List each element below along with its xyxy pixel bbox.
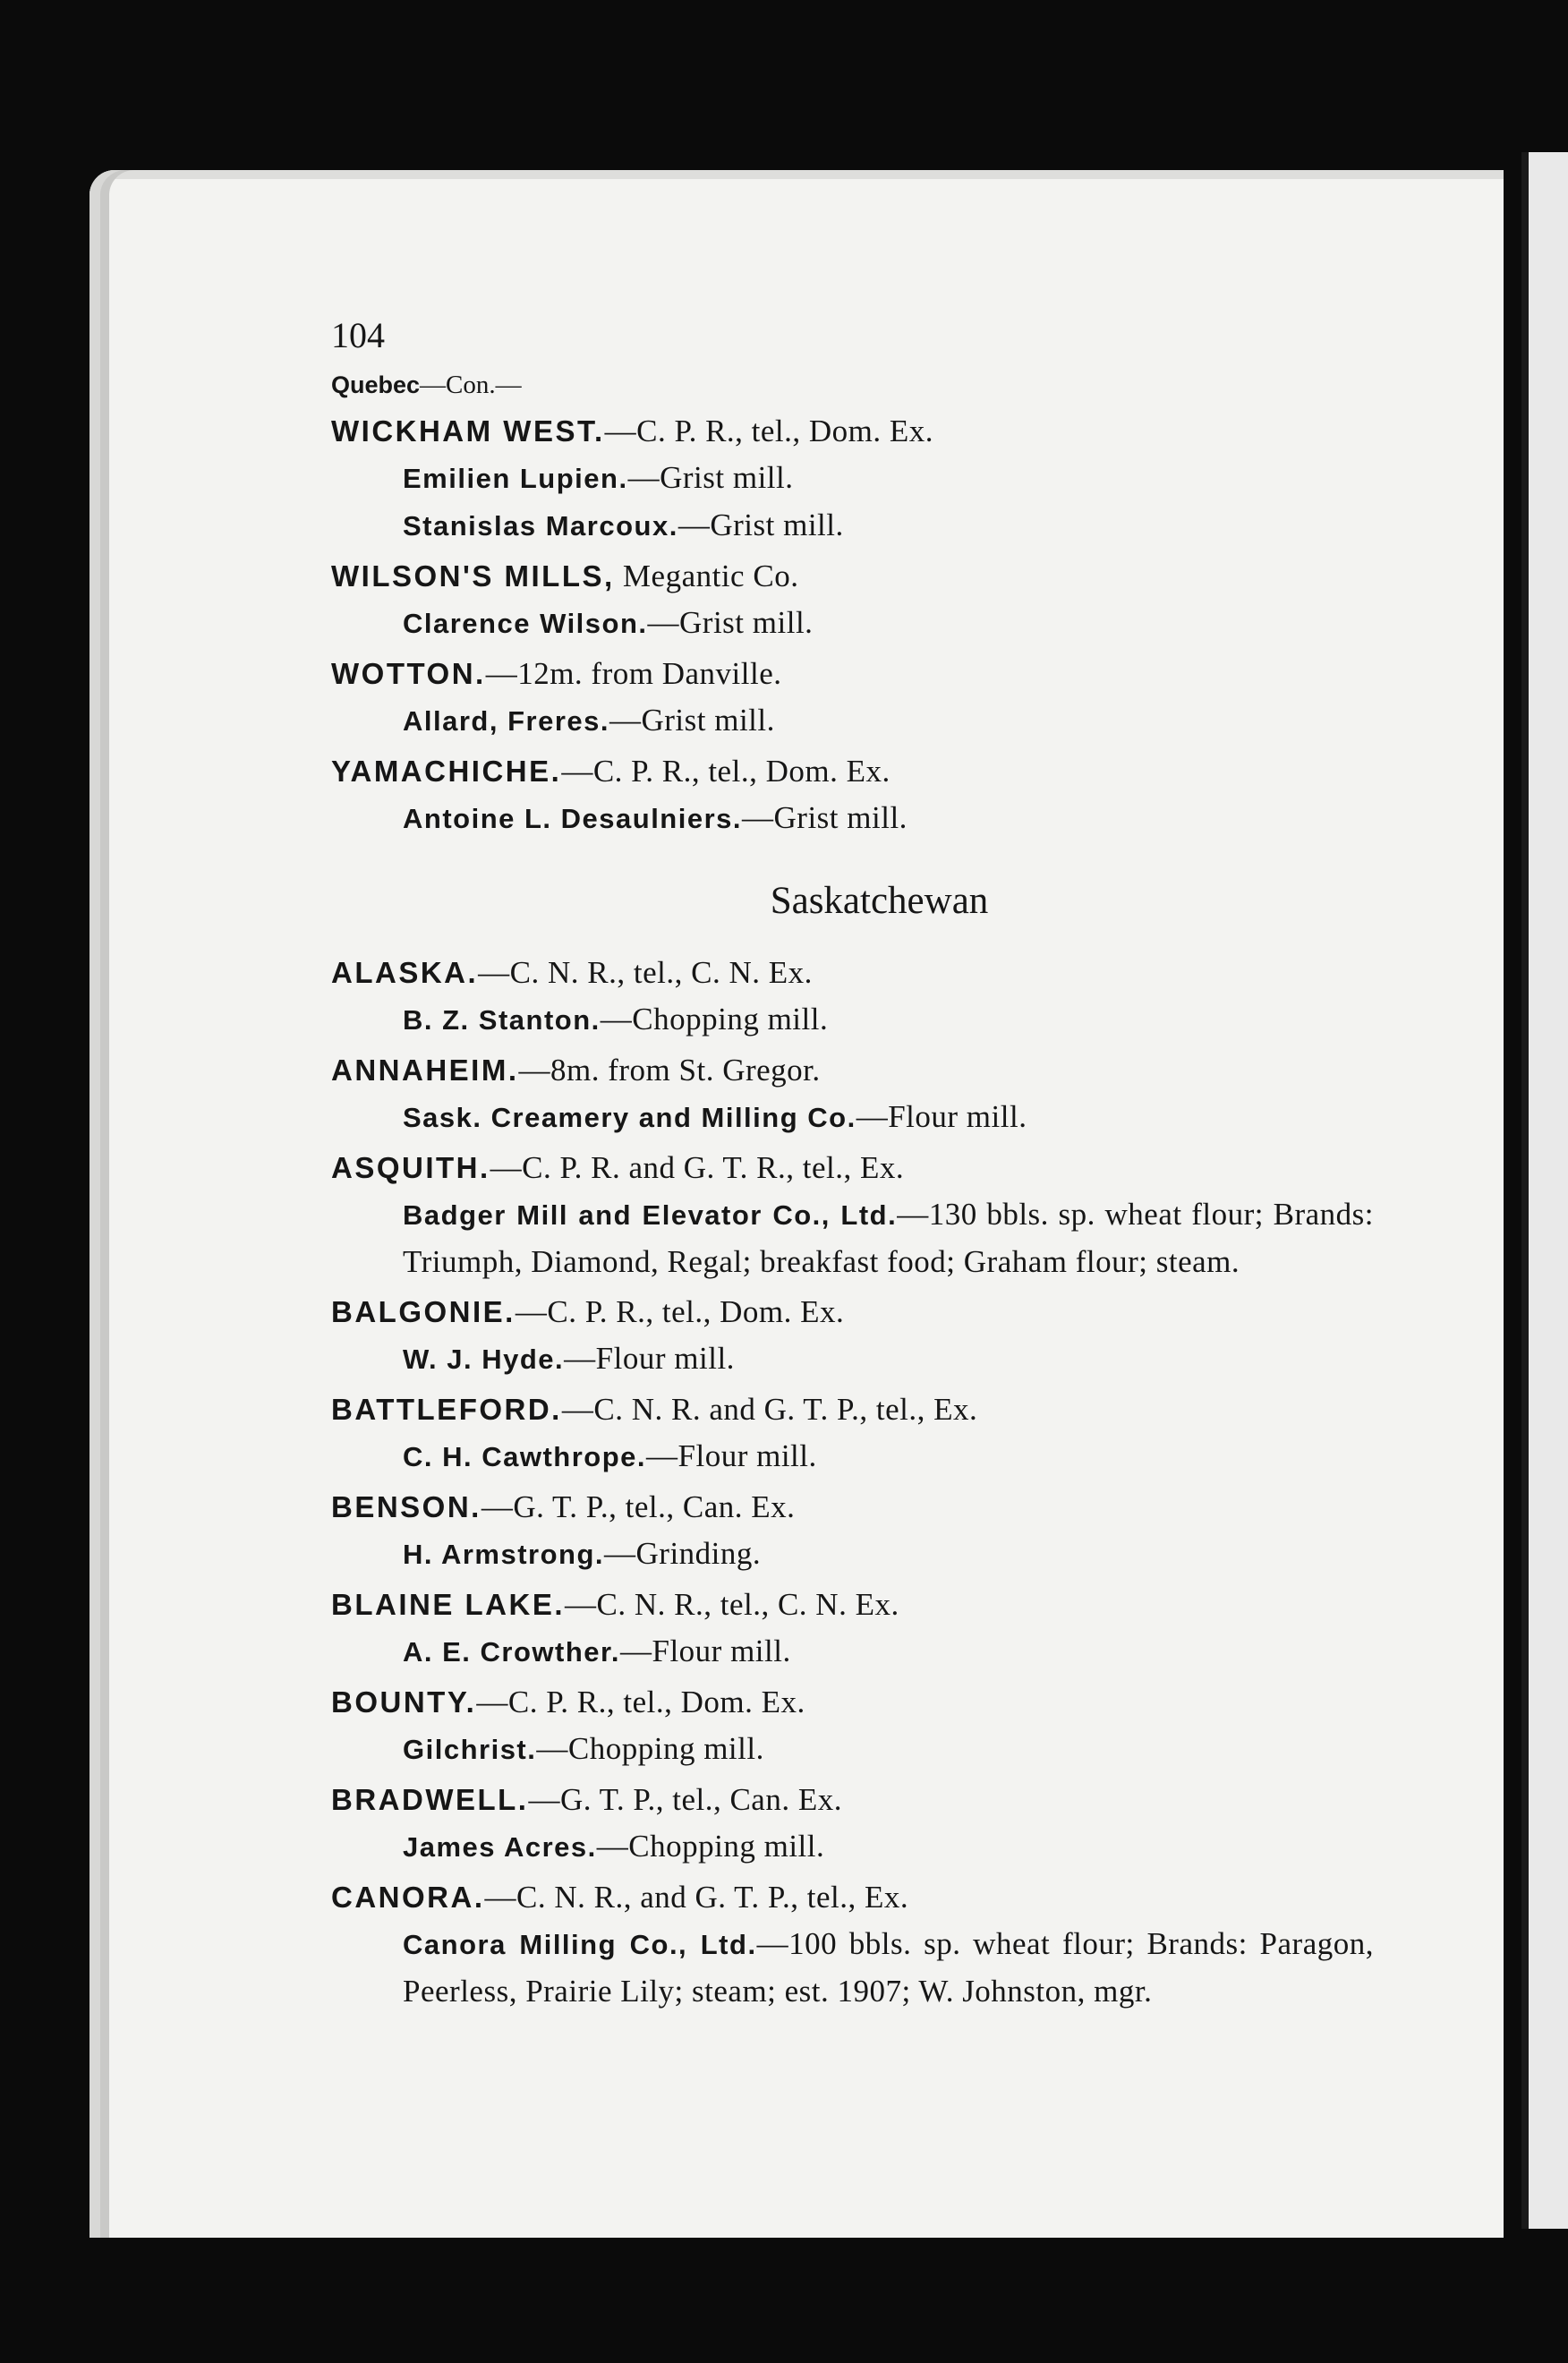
place-info: —C. N. R., tel., C. N. Ex. — [478, 955, 813, 990]
business-listing — [331, 1191, 1374, 1285]
business-listing — [331, 1335, 1374, 1383]
place-line — [331, 1582, 1374, 1628]
place-info: —C. P. R. and G. T. R., tel., Ex. — [490, 1150, 905, 1185]
directory-entry — [331, 1777, 1374, 1871]
adjacent-page-edge — [1521, 152, 1568, 2229]
place-line — [331, 1874, 1374, 1921]
directory-entry — [331, 950, 1374, 1044]
page-number: 104 — [331, 315, 385, 355]
quebec-entries — [331, 408, 1374, 842]
business-description: —130 bbls. sp. wheat flour; Brands: Triumph, Diamond, Regal; breakfast food; Graham flour; steam. — [403, 1197, 1374, 1279]
directory-entry — [331, 1386, 1374, 1480]
business-listing — [331, 1823, 1374, 1871]
place-line — [331, 1484, 1374, 1531]
place-info: —8m. from St. Gregor. — [518, 1053, 821, 1088]
place-line — [331, 1777, 1374, 1823]
business-name: Stanislas Marcoux. — [403, 510, 678, 542]
business-listing — [331, 1921, 1374, 2015]
directory-entry — [331, 1484, 1374, 1578]
place-name: ASQUITH. — [331, 1151, 490, 1184]
directory-entry — [331, 553, 1374, 647]
business-description: —Chopping mill. — [600, 1002, 829, 1036]
directory-entry — [331, 748, 1374, 842]
business-description: —Grist mill. — [677, 508, 844, 542]
business-description: —Flour mill. — [619, 1634, 791, 1668]
place-info: Megantic Co. — [614, 559, 799, 593]
business-listing — [331, 1726, 1374, 1773]
directory-entry — [331, 408, 1374, 550]
business-listing — [331, 1531, 1374, 1578]
business-description: —Grist mill. — [609, 703, 775, 738]
place-line — [331, 1679, 1374, 1726]
continuation-province: Quebec — [331, 371, 421, 398]
place-info: —C. N. R., and G. T. P., tel., Ex. — [484, 1880, 909, 1915]
business-listing — [331, 1433, 1374, 1480]
place-line — [331, 1386, 1374, 1433]
business-description: —Flour mill. — [564, 1341, 735, 1376]
business-name: A. E. Crowther. — [403, 1636, 620, 1668]
directory-entry — [331, 1289, 1374, 1383]
business-listing — [331, 795, 1374, 842]
place-line — [331, 748, 1374, 795]
business-description: —Flour mill. — [856, 1099, 1027, 1134]
business-listing — [331, 600, 1374, 647]
place-name: BLAINE LAKE. — [331, 1588, 565, 1621]
place-name: WILSON'S MILLS, — [331, 559, 615, 593]
business-description: —Chopping mill. — [596, 1829, 825, 1864]
business-name: W. J. Hyde. — [403, 1344, 565, 1375]
business-name: Gilchrist. — [403, 1734, 537, 1765]
place-line — [331, 1289, 1374, 1335]
page-content — [331, 313, 1374, 2018]
place-name: BRADWELL. — [331, 1783, 529, 1816]
directory-entry — [331, 651, 1374, 745]
business-name: H. Armstrong. — [403, 1539, 605, 1570]
place-info: —G. T. P., tel., Can. Ex. — [528, 1782, 842, 1817]
place-name: WICKHAM WEST. — [331, 414, 605, 448]
place-info: —C. P. R., tel., Dom. Ex. — [604, 414, 934, 448]
directory-entry — [331, 1047, 1374, 1141]
place-line — [331, 950, 1374, 996]
business-listing — [331, 996, 1374, 1044]
place-info: —G. T. P., tel., Can. Ex. — [481, 1489, 796, 1524]
directory-entry — [331, 1874, 1374, 2015]
place-name: BENSON. — [331, 1490, 481, 1523]
business-name: Clarence Wilson. — [403, 608, 648, 639]
place-info: —C. P. R., tel., Dom. Ex. — [561, 754, 891, 789]
place-line — [331, 553, 1374, 600]
place-name: ANNAHEIM. — [331, 1054, 519, 1087]
place-info: —C. N. R., tel., C. N. Ex. — [565, 1587, 899, 1622]
directory-entry — [331, 1582, 1374, 1676]
business-name: Antoine L. Desaulniers. — [403, 803, 743, 834]
business-description: —Grinding. — [604, 1536, 762, 1571]
business-name: Badger Mill and Elevator Co., Ltd. — [403, 1199, 898, 1231]
saskatchewan-entries — [331, 950, 1374, 2015]
business-listing — [331, 1094, 1374, 1141]
business-description: —Grist mill. — [647, 605, 814, 640]
place-line — [331, 651, 1374, 697]
business-description: —Flour mill. — [646, 1438, 817, 1473]
business-listing — [331, 697, 1374, 745]
business-name: Allard, Freres. — [403, 705, 609, 737]
place-info: —12m. from Danville. — [485, 656, 782, 691]
place-line — [331, 408, 1374, 455]
business-description: —100 bbls. sp. wheat flour; Brands: Paragon, Peerless, Prairie Lily; steam; est. 1907; W. Johnston, mgr. — [403, 1926, 1374, 2009]
place-name: BOUNTY. — [331, 1685, 477, 1719]
section-title: Saskatchewan — [770, 880, 989, 922]
place-name: ALASKA. — [331, 956, 479, 989]
business-name: Emilien Lupien. — [403, 463, 628, 494]
place-name: BATTLEFORD. — [331, 1393, 562, 1426]
directory-entry — [331, 1679, 1374, 1773]
business-name: James Acres. — [403, 1831, 597, 1863]
place-info: —C. P. R., tel., Dom. Ex. — [476, 1685, 805, 1719]
business-listing — [331, 502, 1374, 550]
business-listing — [331, 455, 1374, 502]
business-description: —Grist mill. — [627, 460, 794, 495]
business-description: —Chopping mill. — [536, 1731, 764, 1766]
place-name: BALGONIE. — [331, 1295, 516, 1328]
place-name: WOTTON. — [331, 657, 486, 690]
place-name: CANORA. — [331, 1881, 485, 1914]
place-name: YAMACHICHE. — [331, 755, 562, 788]
continuation-marker: —Con.— — [420, 371, 522, 399]
business-name: B. Z. Stanton. — [403, 1004, 601, 1036]
place-line — [331, 1145, 1374, 1191]
business-name: Canora Milling Co., Ltd. — [403, 1929, 757, 1960]
continuation-heading — [331, 365, 1374, 405]
business-name: C. H. Cawthrope. — [403, 1441, 647, 1472]
directory-entry — [331, 1145, 1374, 1285]
place-info: —C. N. R. and G. T. P., tel., Ex. — [561, 1392, 978, 1427]
business-description: —Grist mill. — [742, 800, 908, 835]
place-line — [331, 1047, 1374, 1094]
business-name: Sask. Creamery and Milling Co. — [403, 1102, 856, 1133]
business-listing — [331, 1628, 1374, 1676]
place-info: —C. P. R., tel., Dom. Ex. — [515, 1294, 845, 1329]
